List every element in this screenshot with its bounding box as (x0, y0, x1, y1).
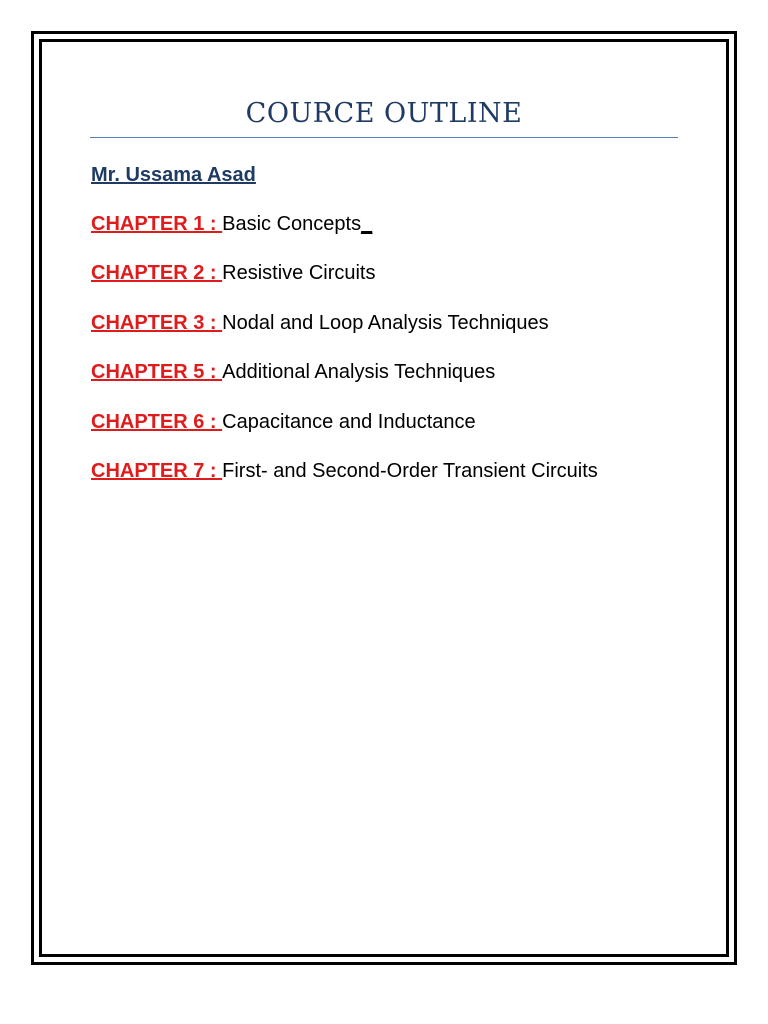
chapter-trail: _ (361, 213, 373, 235)
document-title: COURCE OUTLINE (245, 98, 523, 129)
chapter-number: CHAPTER 2 : (91, 262, 223, 285)
chapter-item (91, 209, 598, 258)
chapter-number: CHAPTER 7 : (91, 459, 223, 482)
chapter-item (91, 308, 598, 357)
chapter-title: Capacitance and Inductance (222, 410, 476, 433)
chapter-title: Basic Concepts (222, 213, 362, 235)
chapter-title: Additional Analysis Techniques (222, 361, 496, 384)
chapter-item (91, 407, 598, 456)
chapter-number: CHAPTER 5 : (91, 361, 223, 384)
author-name: Mr. Ussama Asad (91, 164, 256, 186)
chapter-title: First- and Second-Order Transient Circuits (222, 459, 598, 482)
chapter-item (91, 456, 598, 505)
chapter-item (91, 357, 598, 406)
chapter-title: Nodal and Loop Analysis Techniques (222, 311, 549, 334)
chapter-number: CHAPTER 1 : (91, 213, 223, 235)
chapter-title: Resistive Circuits (222, 262, 376, 285)
chapter-item (91, 258, 598, 307)
chapter-list (91, 209, 598, 505)
chapter-number: CHAPTER 6 : (91, 410, 223, 433)
title-divider (90, 137, 678, 138)
chapter-number: CHAPTER 3 : (91, 311, 223, 334)
